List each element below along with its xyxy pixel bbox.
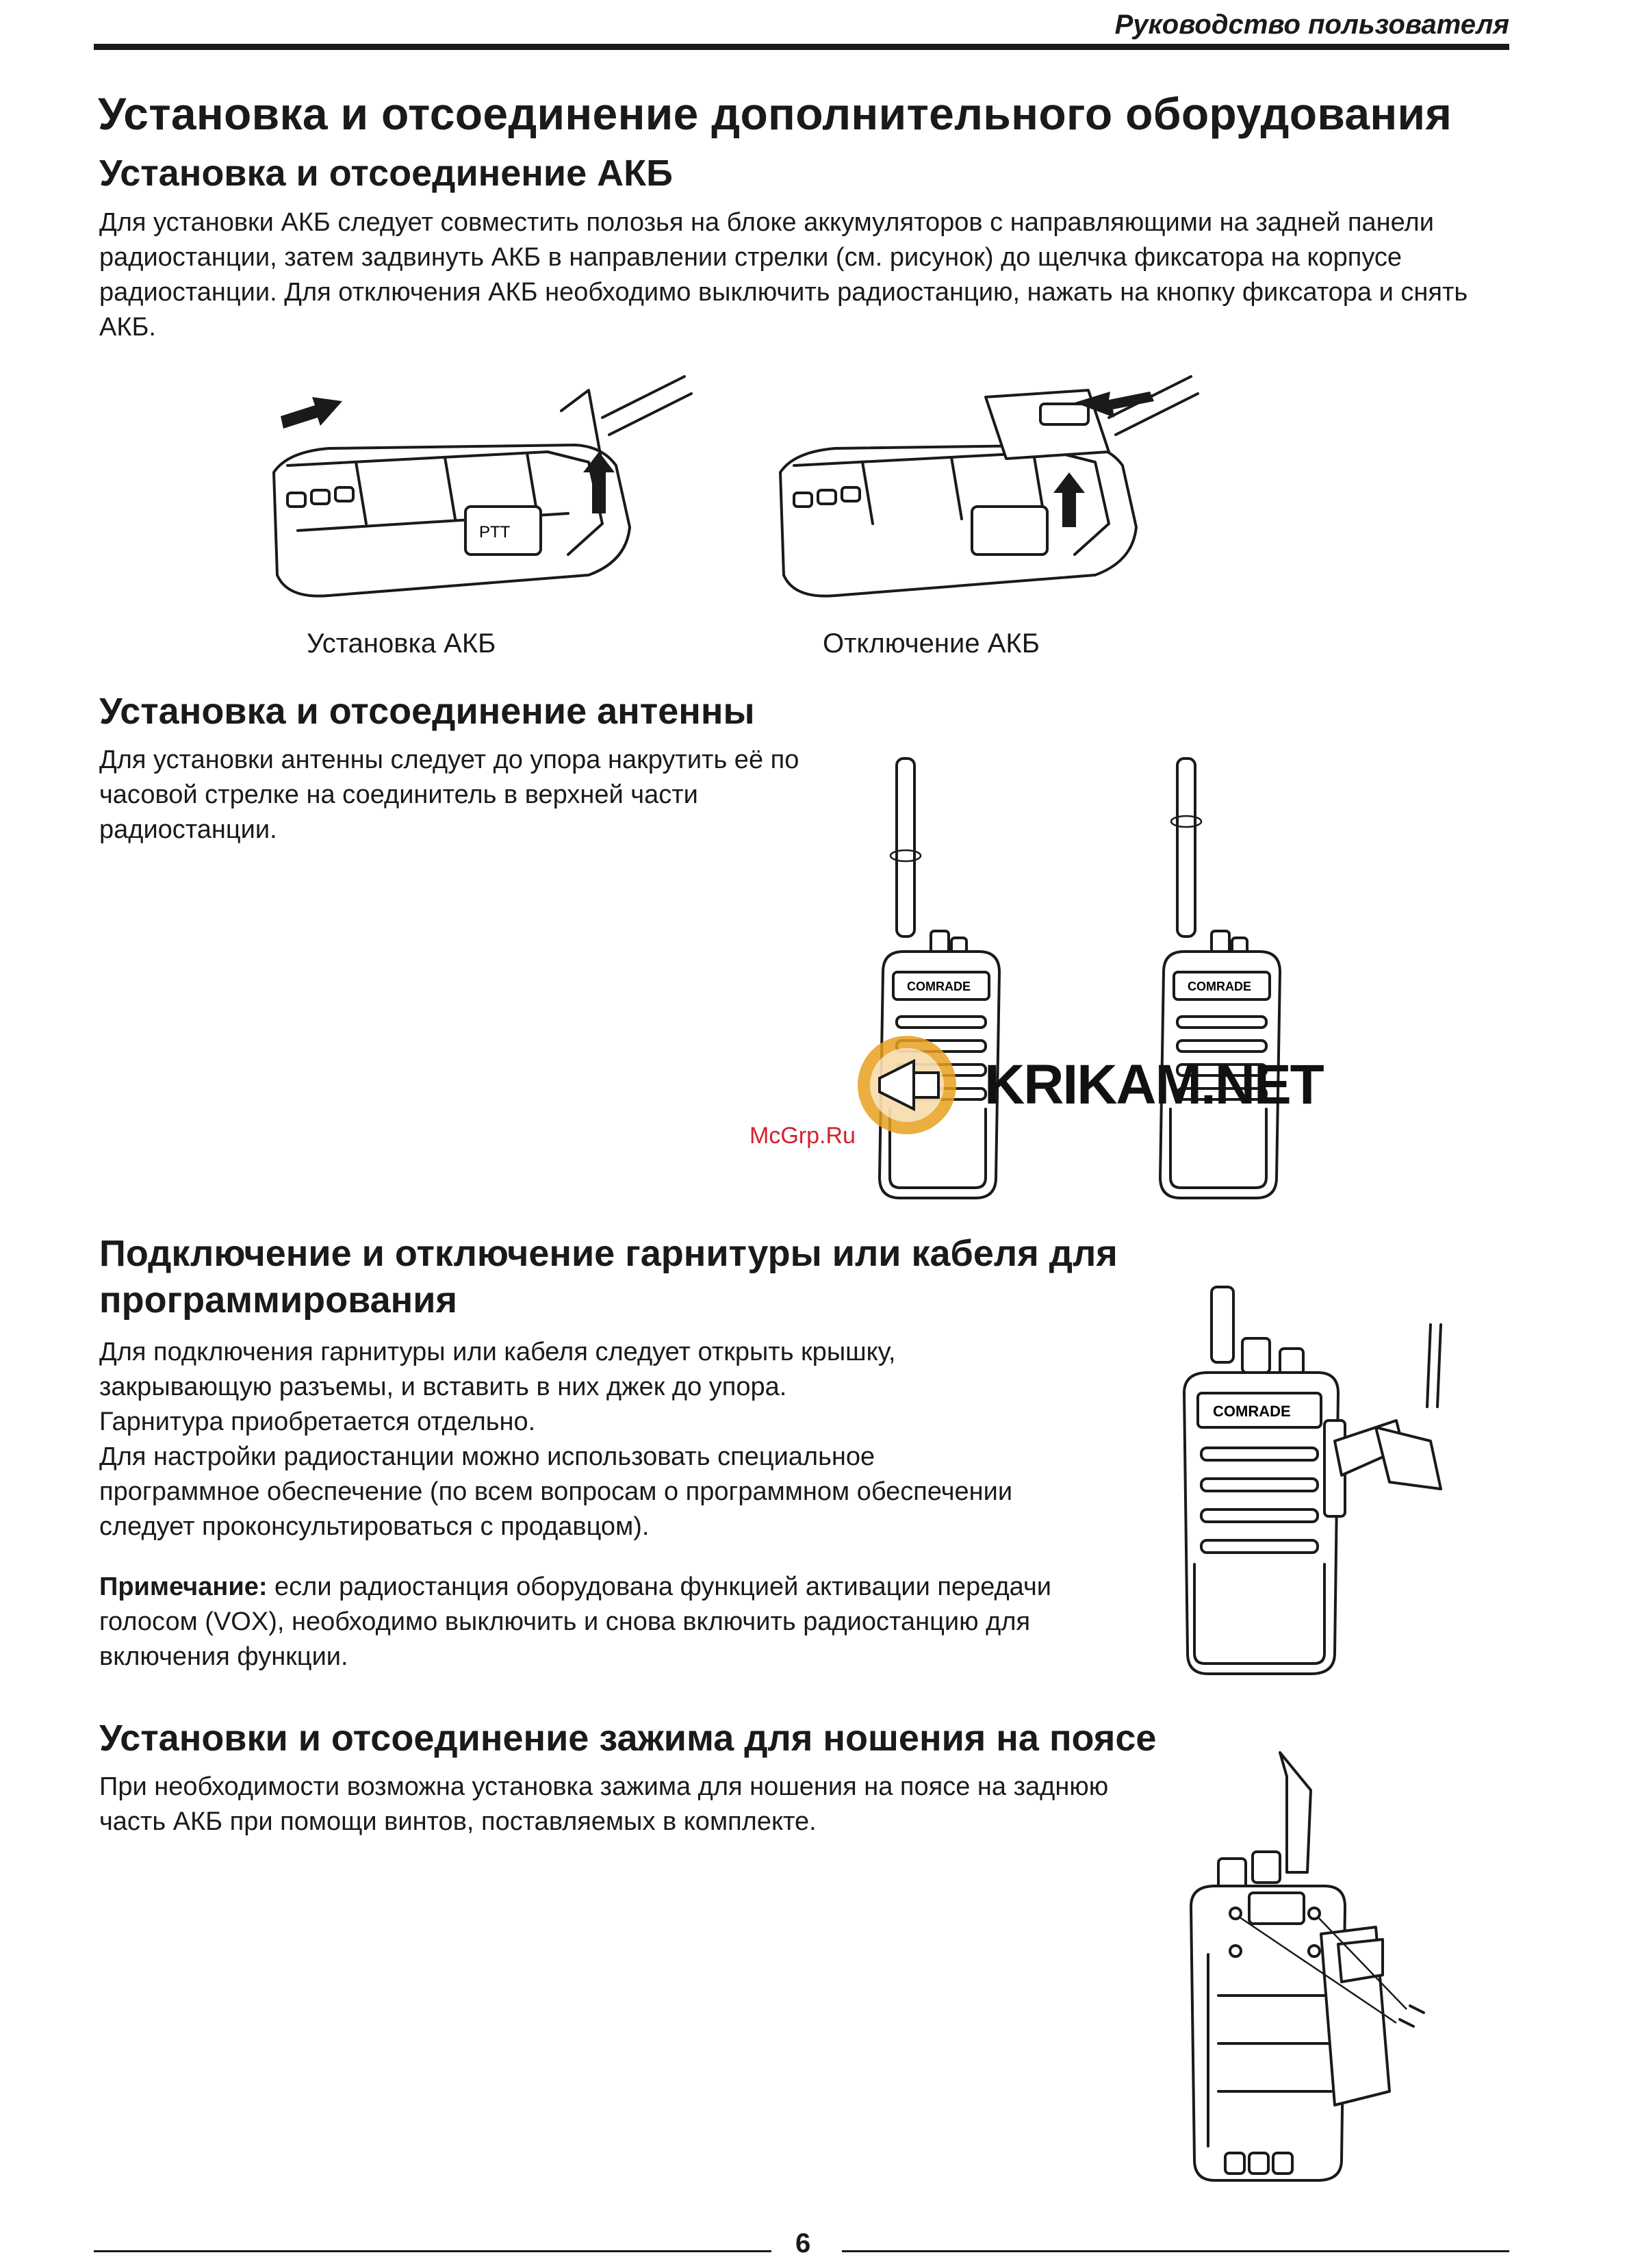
clip-text: При необходимости возможна установка зажима для ношения на поясе на заднюю часть АКБ при помощи винтов, поставляемых в комплекте. <box>99 1772 1109 1836</box>
antenna-text: Для установки антенны следует до упора накрутить её по часовой стрелке на соединитель в верхней части радиостанции. <box>99 746 799 844</box>
mcgrp-watermark: McGrp.Ru <box>750 1123 856 1149</box>
ptt-label: PTT <box>479 523 511 541</box>
footer-rule-right <box>842 2250 1509 2252</box>
page-title: Установка и отсоединение дополнительного оборудования <box>98 88 1452 139</box>
headset-text-line: следует проконсультироваться с продавцом). <box>99 1512 650 1541</box>
battery-remove-figure <box>767 370 1232 616</box>
radio-brand-1: COMRADE <box>907 980 971 993</box>
headset-text-line: Для подключения гарнитуры или кабеля следует открыть крышку, <box>99 1338 896 1366</box>
page-number: 6 <box>795 2228 811 2258</box>
krikam-logo-icon <box>852 1030 962 1140</box>
antenna-radio-figure-2 <box>1150 753 1287 1205</box>
antenna-heading: Установка и отсоединение антенны <box>99 691 755 732</box>
headset-text-line: программное обеспечение (по всем вопросам о программном обеспечении <box>99 1477 1013 1506</box>
footer-rule-left <box>94 2250 771 2252</box>
battery-text: Для установки АКБ следует совместить полозья на блоке аккумуляторов с направляющими на задней панели радиостанции, затем задвинуть АКБ в направлении стрелки (см. рисунок) до щелчка фиксатора на корпусе радиостанции. Для отключения АКБ необходимо выключить радиостанцию, нажать на кнопку фиксатора и снять АКБ. <box>99 208 1468 342</box>
headset-text-line: закрывающую разъемы, и вставить в них джек до упора. <box>99 1373 787 1401</box>
header-rule <box>94 44 1509 50</box>
radio-brand-3: COMRADE <box>1213 1403 1291 1420</box>
running-header: Руководство пользователя <box>1114 10 1509 40</box>
note-label: Примечание: <box>99 1572 268 1601</box>
headset-text <box>99 1335 1167 1544</box>
caption-remove: Отключение АКБ <box>823 628 1040 659</box>
headset-heading-line1: Подключение и отключение гарнитуры или кабеля для <box>99 1233 1118 1274</box>
headset-text-line: Для настройки радиостанции можно использовать специальное <box>99 1442 875 1471</box>
battery-install-figure <box>246 370 712 616</box>
belt-clip-figure <box>1177 1749 1478 2187</box>
headset-note <box>99 1570 1058 1674</box>
battery-heading: Установка и отсоединение АКБ <box>99 153 673 194</box>
headset-text-line: Гарнитура приобретается отдельно. <box>99 1407 536 1436</box>
note-text: если радиостанция оборудована функцией активации передачи голосом (VOX), необходимо выключить и снова включить радиостанцию для включения функции. <box>99 1572 1051 1671</box>
headset-radio-figure <box>1170 1284 1458 1681</box>
clip-heading: Установки и отсоединение зажима для ношения на поясе <box>99 1718 1157 1759</box>
headset-heading-line2: программирования <box>99 1279 457 1321</box>
krikam-watermark: KRIKAM.NET <box>984 1054 1323 1116</box>
caption-install: Установка АКБ <box>307 628 496 659</box>
radio-brand-2: COMRADE <box>1188 980 1251 993</box>
